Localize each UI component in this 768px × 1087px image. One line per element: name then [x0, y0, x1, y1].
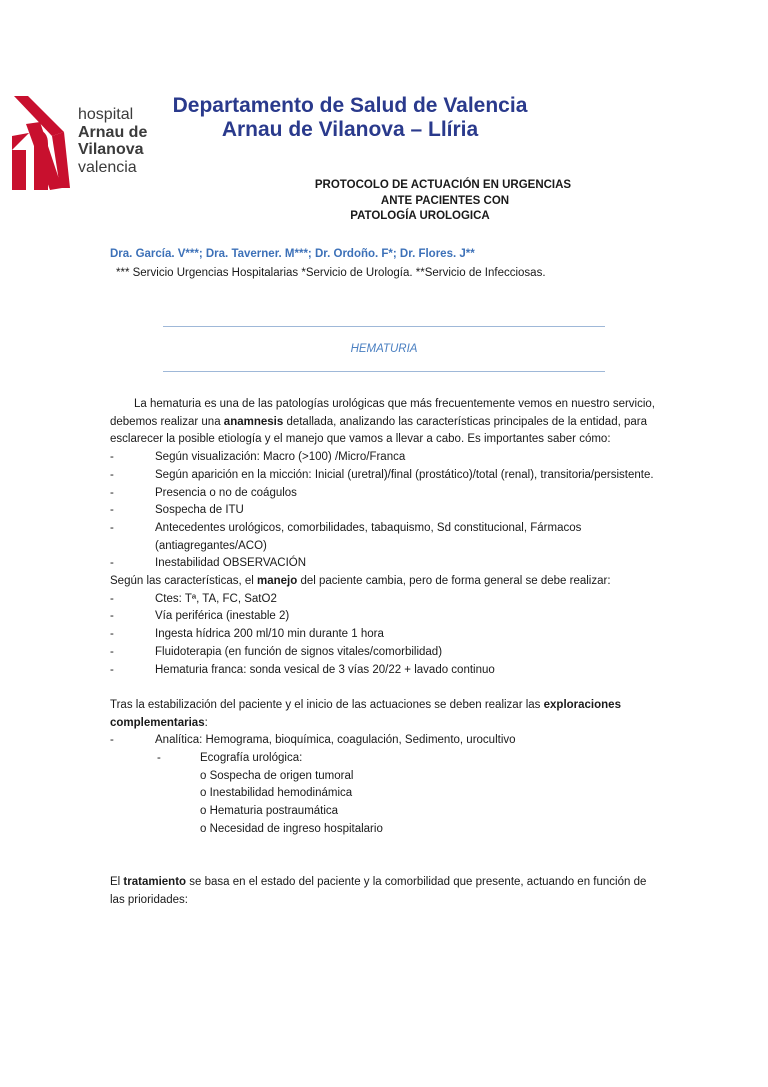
list-item: - Según aparición en la micción: Inicial (uretral)/final (prostático)/total (renal), transitoria/persistente. [110, 468, 654, 481]
tratamiento-paragraph: El tratamiento se basa en el estado del paciente y la comorbilidad que presente, actuando en función de las prioridades: [110, 875, 647, 906]
authors-line: Dra. García. V***; Dra. Taverner. M***; Dr. Ordoño. F*; Dr. Flores. J** [110, 248, 475, 260]
list-item: - Según visualización: Macro (>100) /Micro/Franca [110, 451, 406, 464]
list-item: - Analítica: Hemograma, bioquímica, coagulación, Sedimento, urocultivo [110, 734, 516, 747]
section-title: HEMATURIA [350, 343, 418, 355]
list-item: - Antecedentes urológicos, comorbilidades, tabaquismo, Sd constitucional, Fármacos (antiagregantes/ACO) [110, 521, 582, 552]
logo-line-1: hospital [78, 106, 134, 123]
manejo-list [110, 591, 655, 680]
sub-list-item: o Sospecha de origen tumoral [200, 769, 354, 782]
list-item: - Ecografía urológica: [157, 752, 303, 765]
hospital-logo [12, 92, 152, 192]
protocol-title [150, 178, 620, 225]
services-line: *** Servicio Urgencias Hospitalarias *Servicio de Urología. **Servicio de Infecciosas. [116, 267, 546, 279]
anamnesis-list [110, 449, 655, 573]
list-item: - Ingesta hídrica 200 ml/10 min durante 1 hora [110, 628, 384, 641]
exploraciones-paragraph: Tras la estabilización del paciente y el inicio de las actuaciones se deben realizar las exploraciones complementarias: [110, 698, 621, 729]
sub-list-item: o Inestabilidad hemodinámica [200, 787, 353, 800]
title-line-1: PROTOCOLO DE ACTUACIÓN EN URGENCIAS [314, 179, 572, 191]
logo-line-4: valencia [78, 158, 137, 176]
list-item: - Vía periférica (inestable 2) [110, 610, 290, 623]
logo-line-2: Arnau de [78, 123, 148, 141]
department-line-1: Departamento de Salud de Valencia [172, 94, 528, 117]
list-item: - Sospecha de ITU [110, 504, 244, 517]
list-item: - Inestabilidad OBSERVACIÓN [110, 557, 307, 570]
department-line-2: Arnau de Vilanova – Llíria [221, 118, 479, 141]
logo-wordmark [78, 106, 147, 176]
department-heading [160, 94, 540, 142]
sub-list-item: o Hematuria postraumática [200, 805, 339, 818]
spacer [110, 679, 655, 697]
logo-line-3: Vilanova [78, 141, 144, 158]
hav-logo-mark-icon [12, 92, 74, 192]
intro-paragraph: La hematuria es una de las patologías urológicas que más frecuentemente vemos en nuestro servicio, debemos realizar una anamnesis detallada, analizando las características principales de la entidad, para esclarecer la posible etiología y el manejo que vamos a llevar a cabo. Es importantes saber cómo: [110, 398, 655, 446]
list-item: - Presencia o no de coágulos [110, 486, 297, 499]
manejo-paragraph: Según las características, el manejo del paciente cambia, pero de forma general se debe realizar: [110, 575, 611, 588]
title-line-3: PATOLOGÍA UROLOGICA [350, 210, 490, 222]
sub-list-item: o Necesidad de ingreso hospitalario [200, 822, 383, 835]
spacer [110, 839, 655, 874]
section-divider-top [163, 326, 605, 327]
title-line-2: ANTE PACIENTES CON [380, 194, 510, 207]
list-item: - Hematuria franca: sonda vesical de 3 vías 20/22 + lavado continuo [110, 663, 495, 676]
document-body [110, 396, 655, 909]
section-divider-bottom [163, 371, 605, 372]
list-item: - Fluidoterapia (en función de signos vitales/comorbilidad) [110, 645, 443, 658]
list-item: - Ctes: Tª, TA, FC, SatO2 [110, 592, 277, 605]
